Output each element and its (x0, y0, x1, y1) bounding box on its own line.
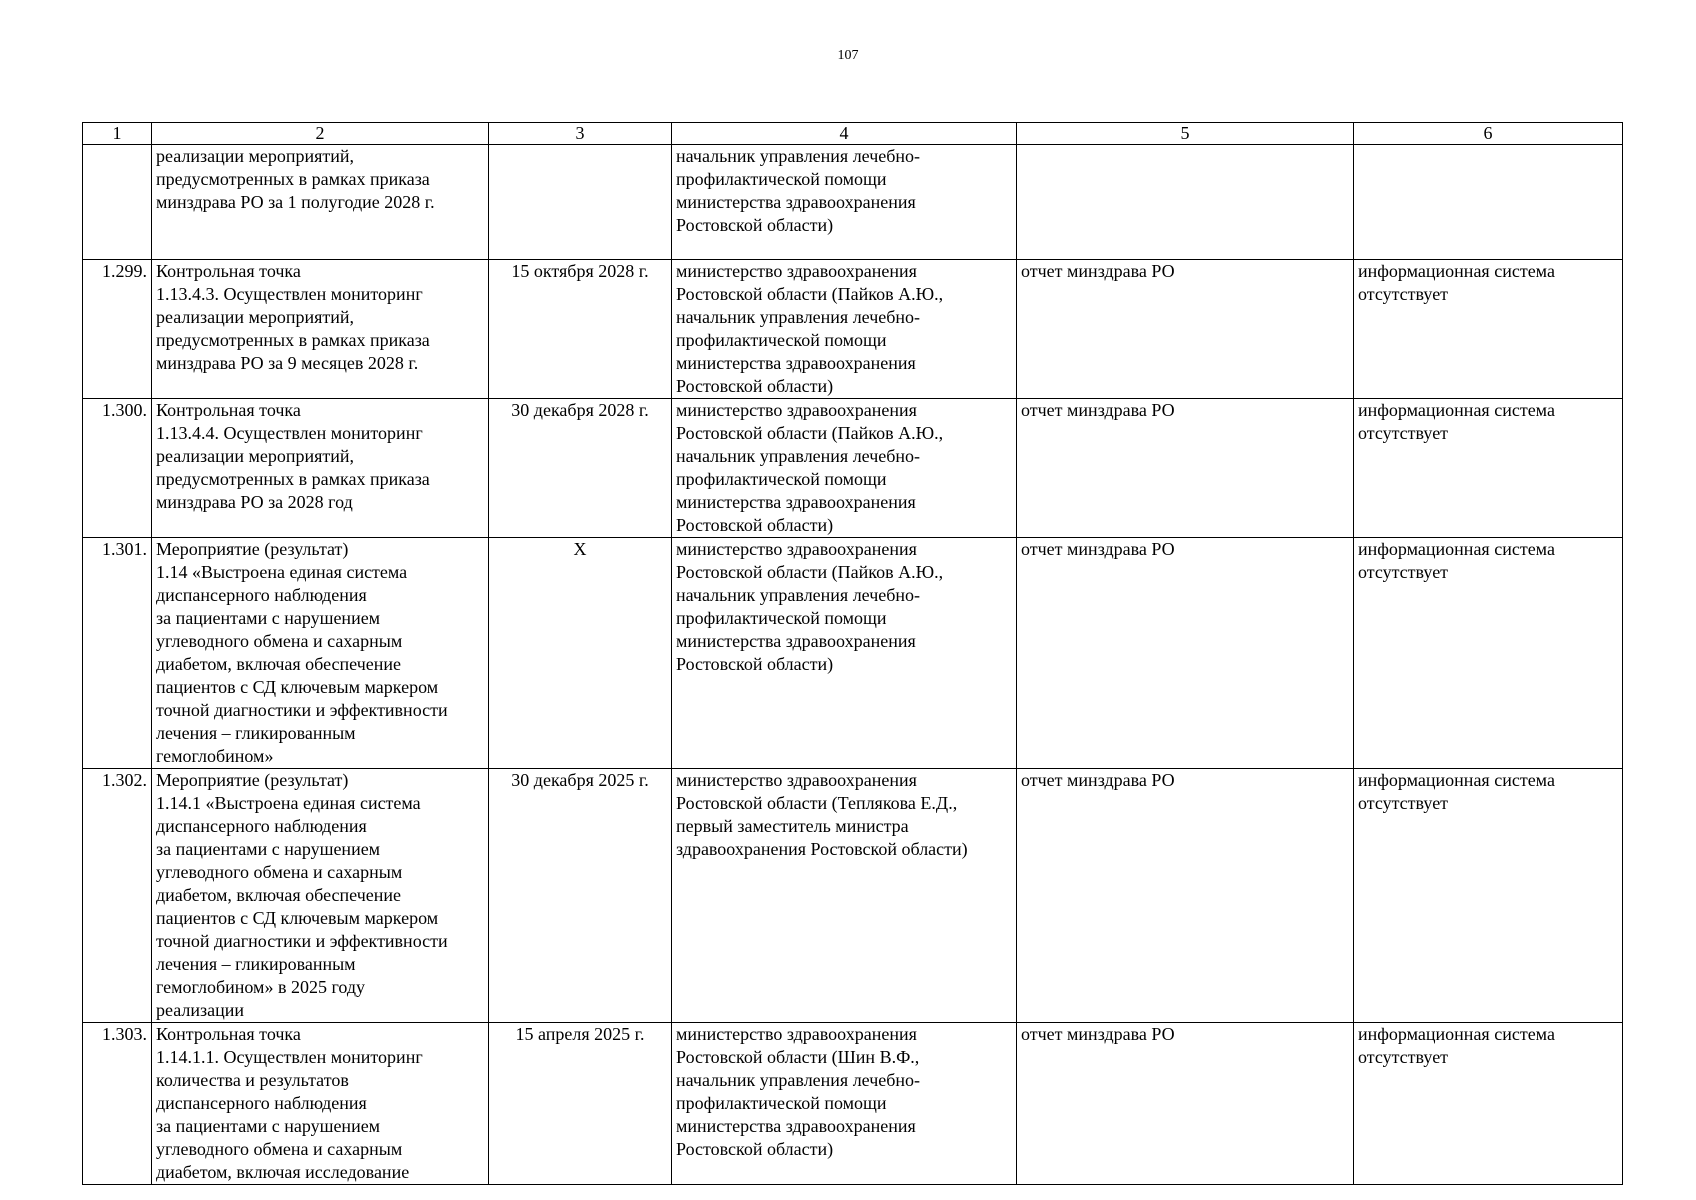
row-number: 1.300. (83, 399, 152, 538)
header-col-2: 2 (152, 123, 489, 145)
row-date: 15 октября 2028 г. (489, 260, 672, 399)
header-col-3: 3 (489, 123, 672, 145)
header-col-6: 6 (1354, 123, 1623, 145)
row-number: 1.301. (83, 538, 152, 769)
row-date: 15 апреля 2025 г. (489, 1023, 672, 1185)
table-row (83, 260, 1623, 399)
table-row (83, 399, 1623, 538)
row-number: 1.303. (83, 1023, 152, 1185)
row-system (1354, 145, 1623, 260)
row-name: Контрольная точка 1.14.1.1. Осуществлен мониторинг количества и результатов диспансерного наблюдения за пациентами с нарушением углеводного обмена и сахарным диабетом, включая исследование (152, 1023, 489, 1185)
row-document (1017, 145, 1354, 260)
row-document: отчет минздрава РО (1017, 399, 1354, 538)
row-number (83, 145, 152, 260)
table-row (83, 538, 1623, 769)
row-name: Контрольная точка 1.13.4.3. Осуществлен мониторинг реализации мероприятий, предусмотренных в рамках приказа минздрава РО за 9 месяцев 2028 г. (152, 260, 489, 399)
row-system: информационная система отсутствует (1354, 260, 1623, 399)
row-document: отчет минздрава РО (1017, 260, 1354, 399)
row-date: 30 декабря 2028 г. (489, 399, 672, 538)
table-row (83, 1023, 1623, 1185)
table-row (83, 145, 1623, 260)
row-responsible: министерство здравоохранения Ростовской области (Пайков А.Ю., начальник управления лечебно- профилактической помощи министерства здравоохранения Ростовской области) (672, 260, 1017, 399)
row-responsible: министерство здравоохранения Ростовской области (Теплякова Е.Д., первый заместитель министра здравоохранения Ростовской области) (672, 769, 1017, 1023)
header-col-4: 4 (672, 123, 1017, 145)
row-system: информационная система отсутствует (1354, 538, 1623, 769)
row-system: информационная система отсутствует (1354, 769, 1623, 1023)
row-name: Мероприятие (результат) 1.14.1 «Выстроена единая система диспансерного наблюдения за пациентами с нарушением углеводного обмена и сахарным диабетом, включая обеспечение пациентов с СД ключевым маркером точной диагностики и эффективности лечения – гликированным гемоглобином» в 2025 году реализации (152, 769, 489, 1023)
row-responsible: министерство здравоохранения Ростовской области (Пайков А.Ю., начальник управления лечебно- профилактической помощи министерства здравоохранения Ростовской области) (672, 399, 1017, 538)
row-system: информационная система отсутствует (1354, 1023, 1623, 1185)
row-system: информационная система отсутствует (1354, 399, 1623, 538)
table-row (83, 769, 1623, 1023)
row-date: Х (489, 538, 672, 769)
row-date: 30 декабря 2025 г. (489, 769, 672, 1023)
row-responsible: начальник управления лечебно- профилактической помощи министерства здравоохранения Ростовской области) (672, 145, 1017, 260)
row-responsible: министерство здравоохранения Ростовской области (Пайков А.Ю., начальник управления лечебно- профилактической помощи министерства здравоохранения Ростовской области) (672, 538, 1017, 769)
row-name: реализации мероприятий, предусмотренных в рамках приказа минздрава РО за 1 полугодие 2028 г. (152, 145, 489, 260)
row-number: 1.299. (83, 260, 152, 399)
header-col-1: 1 (83, 123, 152, 145)
header-row (83, 123, 1623, 145)
row-number: 1.302. (83, 769, 152, 1023)
header-col-5: 5 (1017, 123, 1354, 145)
row-date (489, 145, 672, 260)
row-responsible: министерство здравоохранения Ростовской области (Шин В.Ф., начальник управления лечебно- профилактической помощи министерства здравоохранения Ростовской области) (672, 1023, 1017, 1185)
row-document: отчет минздрава РО (1017, 769, 1354, 1023)
row-document: отчет минздрава РО (1017, 538, 1354, 769)
row-name: Контрольная точка 1.13.4.4. Осуществлен мониторинг реализации мероприятий, предусмотренных в рамках приказа минздрава РО за 2028 год (152, 399, 489, 538)
row-document: отчет минздрава РО (1017, 1023, 1354, 1185)
row-name: Мероприятие (результат) 1.14 «Выстроена единая система диспансерного наблюдения за пациентами с нарушением углеводного обмена и сахарным диабетом, включая обеспечение пациентов с СД ключевым маркером точной диагностики и эффективности лечения – гликированным гемоглобином» (152, 538, 489, 769)
plan-table (82, 122, 1623, 1185)
page-number: 107 (837, 48, 859, 63)
